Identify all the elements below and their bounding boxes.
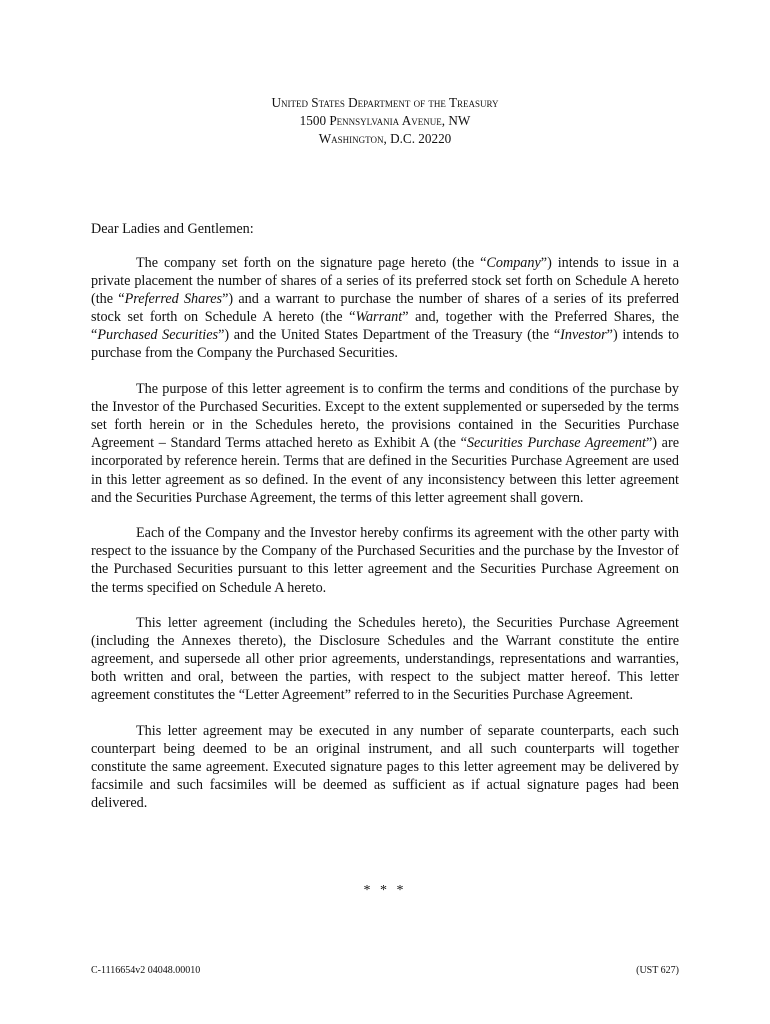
paragraph-5: This letter agreement may be executed in any number of separate counterparts, each such counterpart being deemed to be an original instrument, and all such counterparts will together constitute the same agreement. Executed signature pages to this letter agreement may be delivered by facsimile and such facsimiles will be deemed as sufficient as if actual signature pages had been delivered. [91, 723, 679, 812]
paragraph-text: ”) are incorporated by reference herein. Terms that are defined in the Securities Purchase Agreement are used in this letter agreement as so defined. In the event of any inconsistency between this letter agreement and the Securities Purchase Agreement, the terms of this letter agreement shall govern. [91, 435, 679, 506]
paragraph-1 [91, 254, 679, 363]
paragraph-4: This letter agreement (including the Schedules hereto), the Securities Purchase Agreement (including the Annexes thereto), the Disclosure Schedules and the Warrant constitute the entire agreement, and supersede all other prior agreements, understandings, representations and warranties, both written and oral, between the parties, with respect to the subject matter hereof. This letter agreement constitutes the “Letter Agreement” referred to in the Securities Purchase Agreement. [91, 615, 679, 704]
paragraph-3: Each of the Company and the Investor hereby confirms its agreement with the other party with respect to the issuance by the Company of the Purchased Securities and the purchase by the Investor of the Purchased Securities pursuant to this letter agreement and the Securities Purchase Agreement on the terms specified on Schedule A hereto. [91, 525, 679, 596]
footer-form-code: (UST 627) [636, 965, 679, 976]
paragraph-text: ”) and the United States Department of the Treasury (the “ [218, 327, 561, 344]
letterhead-agency: United States Department of the Treasury [271, 95, 499, 110]
letter-body [91, 254, 679, 813]
footer-doc-id: C-1116654v2 04048.00010 [91, 965, 201, 976]
letterhead [0, 94, 770, 148]
section-separator: * * * [363, 883, 407, 898]
paragraph-text: ”) intends to purchase from the Company the Purchased Securities. [91, 327, 679, 362]
defined-term-securities-purchase-agreement: Securities Purchase Agreement [466, 435, 646, 452]
paragraph-text: ” and, together with the Preferred Shares, the “ [91, 309, 679, 344]
paragraph-text: ”) intends to issue in a private placement the number of shares of a series of its preferred stock set forth on Schedule A hereto (the “ [91, 255, 679, 308]
defined-term-company: Company [486, 255, 541, 271]
letterhead-city: Washington, D.C. 20220 [318, 131, 452, 146]
letterhead-street: 1500 Pennsylvania Avenue, NW [299, 113, 471, 128]
paragraph-2 [91, 380, 679, 507]
paragraph-text: ”) and a warrant to purchase the number of shares of a series of its preferred stock set forth on Schedule A hereto (the “ [91, 291, 679, 326]
paragraph-text: The purpose of this letter agreement is to confirm the terms and conditions of the purchase by the Investor of the Purchased Securities. Except to the extent supplemented or superseded by the terms set forth herein or in the Schedules hereto, the provisions contained in the Securities Purchase Agreement – Standard Terms attached hereto as Exhibit A (the “ [91, 381, 679, 452]
defined-term-investor: Investor [560, 327, 607, 344]
defined-term-preferred-shares: Preferred Shares [124, 291, 223, 308]
paragraph-text: The company set forth on the signature page hereto (the “ [136, 255, 487, 271]
salutation: Dear Ladies and Gentlemen: [91, 221, 254, 237]
defined-term-warrant: Warrant [355, 309, 403, 326]
defined-term-purchased-securities: Purchased Securities [97, 327, 219, 344]
